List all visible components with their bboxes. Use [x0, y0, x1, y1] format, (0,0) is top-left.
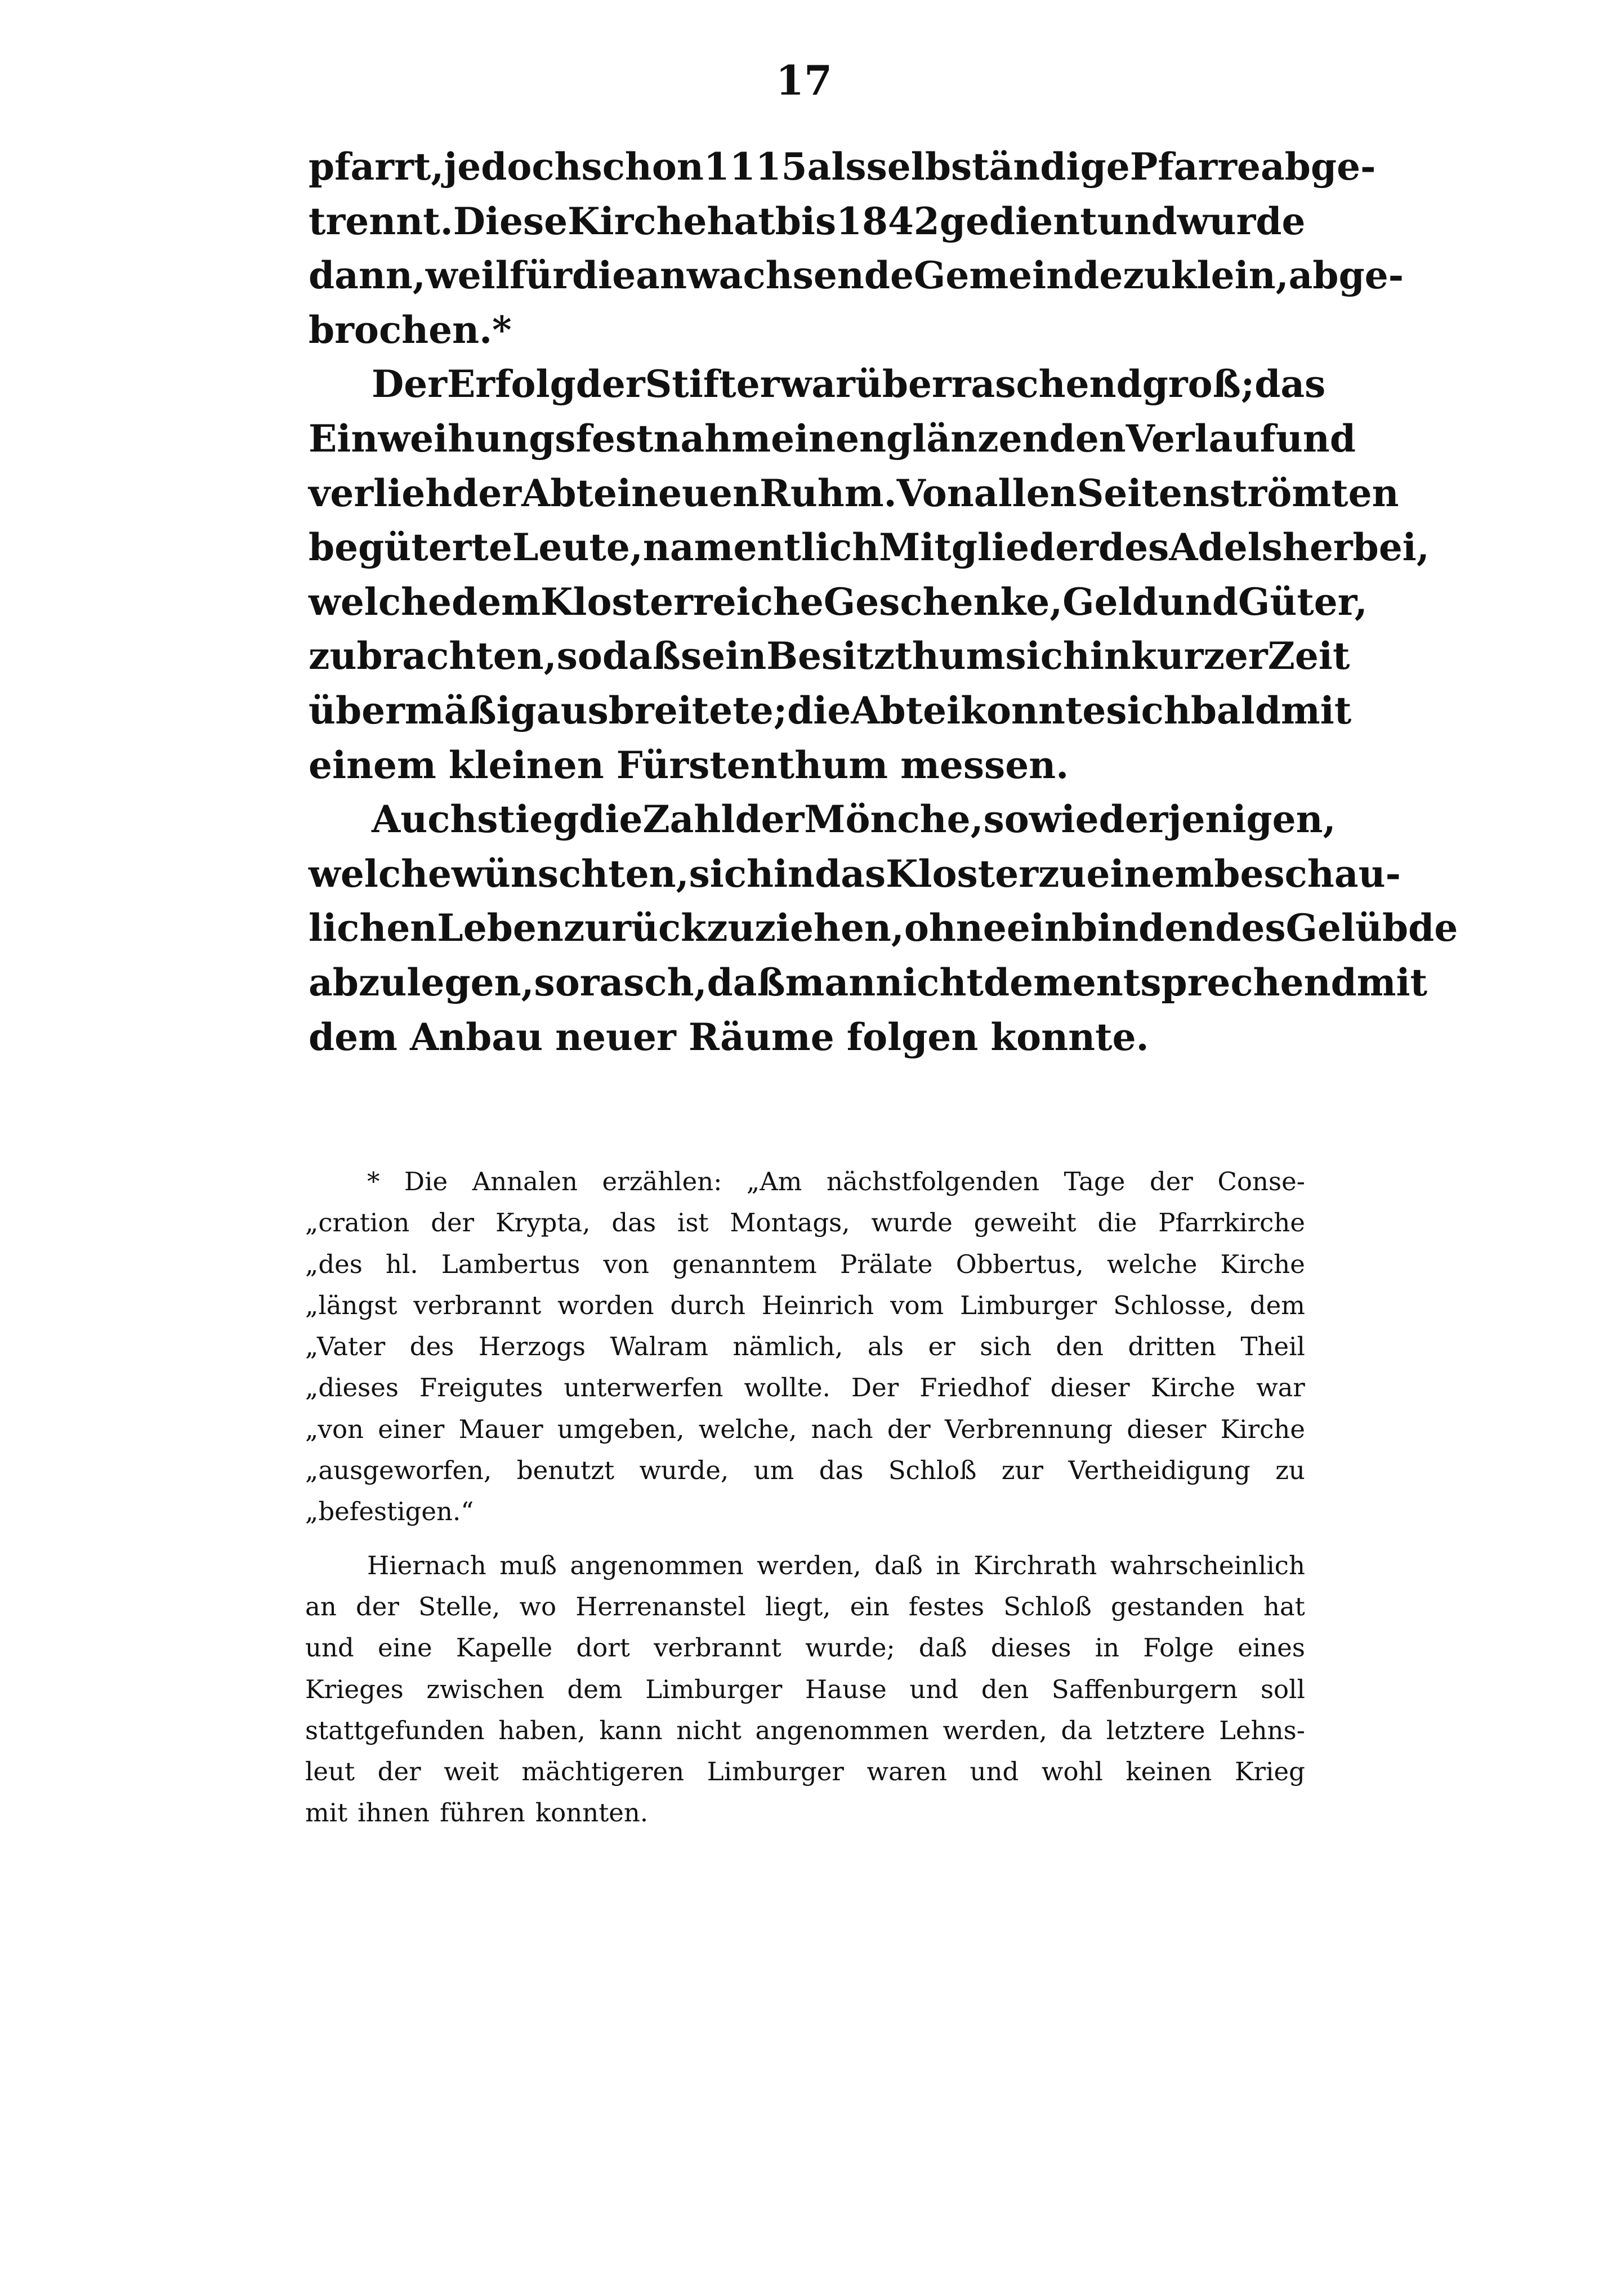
- word: in: [1095, 1633, 1120, 1663]
- word: Kirche: [568, 199, 707, 243]
- word: Friedhof: [919, 1373, 1030, 1403]
- word: Erfolg: [447, 362, 576, 407]
- word: brochen.*: [309, 307, 512, 352]
- word: so: [534, 960, 580, 1004]
- word: sich: [1005, 634, 1090, 678]
- text-line: [309, 629, 1350, 684]
- word: Obbertus,: [955, 1249, 1084, 1279]
- word: abge-: [1261, 145, 1376, 189]
- word: angenommen: [755, 1715, 929, 1745]
- word: Limburger: [645, 1674, 783, 1704]
- word: den: [981, 1674, 1029, 1704]
- word: Montags,: [730, 1208, 850, 1238]
- word: festes: [908, 1591, 985, 1622]
- footnote-line: [305, 1710, 1305, 1751]
- word: für: [509, 253, 572, 298]
- word: des: [1098, 525, 1169, 570]
- word: ohne: [904, 906, 1007, 950]
- word: Schloß: [888, 1455, 977, 1486]
- word: Kirchrath: [973, 1550, 1097, 1580]
- word: sich: [1106, 688, 1191, 732]
- word: Heinrich: [761, 1290, 874, 1320]
- word: mächtigeren: [521, 1757, 685, 1787]
- word: kleinen: [448, 743, 604, 787]
- word: Räume: [688, 1015, 834, 1059]
- word: wurde,: [639, 1455, 729, 1486]
- word: soll: [1260, 1674, 1305, 1704]
- word: dritten: [1128, 1332, 1216, 1362]
- word: nach: [811, 1414, 873, 1444]
- word: der: [452, 471, 522, 515]
- word: daß: [874, 1550, 923, 1580]
- word: Der: [372, 362, 447, 407]
- word: Güter,: [1238, 579, 1368, 624]
- word: „Am: [746, 1167, 802, 1196]
- word: Der: [851, 1373, 899, 1403]
- word: zubrachten,: [309, 634, 557, 678]
- word: in: [774, 851, 815, 896]
- word: Stifter: [645, 362, 780, 407]
- text-line: [309, 847, 1401, 901]
- word: als: [867, 1332, 904, 1362]
- text-line: [309, 194, 1305, 249]
- word: leut: [305, 1757, 355, 1787]
- footnote-line: [305, 1627, 1305, 1668]
- word: führen: [440, 1798, 525, 1828]
- text-line: [309, 738, 1305, 793]
- word: lichen: [309, 906, 437, 950]
- word: dieser: [1050, 1373, 1130, 1403]
- word: das: [815, 851, 886, 896]
- word: um: [753, 1455, 794, 1486]
- word: liegt,: [765, 1591, 831, 1622]
- word: welche,: [698, 1414, 797, 1444]
- word: der: [377, 1757, 421, 1787]
- footnote-line: [305, 1792, 1305, 1833]
- word: Lehns-: [1219, 1715, 1305, 1745]
- word: nächstfolgenden: [826, 1167, 1040, 1196]
- word: Pfarrkirche: [1158, 1208, 1305, 1238]
- word: das: [819, 1455, 864, 1486]
- word: gedient: [939, 199, 1097, 243]
- word: Mauer: [458, 1414, 543, 1444]
- word: „ausgeworfen,: [305, 1455, 492, 1486]
- word: daß: [602, 634, 681, 678]
- word: daß: [707, 960, 785, 1004]
- word: zu: [1275, 1455, 1305, 1486]
- word: kurzer: [1131, 634, 1268, 678]
- word: wurde: [1177, 199, 1306, 243]
- word: „des: [305, 1249, 363, 1279]
- word: und: [305, 1633, 354, 1663]
- word: dem: [567, 1674, 623, 1704]
- word: weil: [425, 253, 510, 298]
- word: bis: [775, 199, 837, 243]
- word: eine: [378, 1633, 432, 1663]
- word: nahm: [653, 416, 771, 461]
- text-line: [309, 792, 1336, 847]
- word: geweiht: [973, 1208, 1077, 1238]
- word: weit: [444, 1757, 499, 1787]
- word: werden,: [757, 1550, 861, 1580]
- word: angenommen: [570, 1550, 744, 1580]
- word: *: [367, 1167, 380, 1196]
- word: allen: [973, 471, 1077, 515]
- word: Krieg: [1234, 1757, 1305, 1787]
- word: Walram: [610, 1332, 709, 1362]
- word: und: [1275, 416, 1356, 461]
- word: Folge: [1143, 1633, 1214, 1663]
- word: dem: [452, 579, 541, 624]
- word: sich: [980, 1332, 1032, 1362]
- word: Zeit: [1267, 634, 1350, 678]
- word: „von: [305, 1414, 364, 1444]
- word: „längst: [305, 1290, 397, 1320]
- word: verbrannt: [413, 1290, 542, 1320]
- word: Von: [896, 471, 974, 515]
- word: groß;: [1142, 362, 1255, 407]
- word: einem: [1086, 851, 1214, 896]
- word: anwachsende: [636, 253, 914, 298]
- word: Schlosse,: [1113, 1290, 1234, 1320]
- word: wurde: [871, 1208, 953, 1238]
- word: Limburger: [960, 1290, 1097, 1320]
- footnote-line: [305, 1409, 1305, 1450]
- word: namentlich: [642, 525, 879, 570]
- word: mit: [305, 1798, 348, 1828]
- word: kann: [599, 1715, 663, 1745]
- footnote-line: [305, 1202, 1305, 1243]
- word: wo: [519, 1591, 557, 1622]
- word: abzulegen,: [309, 960, 534, 1004]
- word: „dieses: [305, 1373, 399, 1403]
- word: erzählen:: [602, 1167, 722, 1196]
- word: haben,: [498, 1715, 586, 1745]
- word: strömten: [1209, 471, 1399, 515]
- word: von: [603, 1249, 650, 1279]
- word: jedoch: [444, 145, 582, 189]
- footnote-line: [305, 1450, 1305, 1491]
- word: ein: [850, 1591, 890, 1622]
- word: Limburger: [707, 1757, 844, 1787]
- word: dieses: [990, 1633, 1071, 1663]
- footnote-line: [305, 1586, 1305, 1627]
- word: beschau-: [1214, 851, 1401, 896]
- footnote-line: [305, 1244, 1305, 1285]
- word: Hause: [805, 1674, 887, 1704]
- word: Fürstenthum: [616, 743, 888, 787]
- word: zu: [1123, 253, 1171, 298]
- footnote-line: [305, 1285, 1305, 1326]
- word: Tage: [1064, 1167, 1125, 1196]
- word: gestanden: [1110, 1591, 1244, 1622]
- word: Auch: [372, 797, 477, 842]
- word: dementsprechend: [983, 960, 1357, 1004]
- word: neuen: [631, 471, 760, 515]
- word: Schloß: [1003, 1591, 1092, 1622]
- word: Verbrennung: [944, 1414, 1113, 1444]
- word: werden,: [943, 1715, 1047, 1745]
- word: Kapelle: [455, 1633, 553, 1663]
- word: Diese: [453, 199, 568, 243]
- word: Herrenanstel: [575, 1591, 746, 1622]
- word: der: [1150, 1167, 1193, 1196]
- word: dort: [576, 1633, 630, 1663]
- word: Leute,: [512, 525, 643, 570]
- word: und: [1158, 579, 1238, 624]
- word: der: [575, 362, 645, 407]
- word: einer: [378, 1414, 445, 1444]
- word: Gemeinde: [913, 253, 1123, 298]
- word: bindendes: [1071, 906, 1286, 950]
- word: zurückzuziehen,: [563, 906, 904, 950]
- word: nicht: [676, 1715, 742, 1745]
- text-line: [309, 520, 1430, 575]
- word: unterwerfen: [564, 1373, 723, 1403]
- word: wünschten,: [452, 851, 689, 896]
- text-line: [309, 1010, 1305, 1065]
- word: der: [887, 1414, 931, 1444]
- word: zur: [1001, 1455, 1043, 1486]
- word: der: [355, 1591, 399, 1622]
- word: hat: [1263, 1591, 1305, 1622]
- text-line: [309, 466, 1399, 521]
- word: welche: [309, 579, 452, 624]
- word: worden: [557, 1290, 654, 1320]
- word: messen.: [900, 743, 1069, 787]
- word: in: [936, 1550, 961, 1580]
- word: Herzogs: [478, 1332, 586, 1362]
- word: Krypta,: [495, 1208, 591, 1238]
- text-line: [309, 684, 1352, 738]
- main-text: [309, 140, 1458, 1064]
- word: wahrscheinlich: [1110, 1550, 1305, 1580]
- word: zu: [1038, 851, 1087, 896]
- word: neuer: [555, 1015, 676, 1059]
- word: war: [779, 362, 855, 407]
- word: Geschenke,: [823, 579, 1063, 624]
- word: umgeben,: [557, 1414, 685, 1444]
- word: sowie: [983, 797, 1099, 842]
- word: Krieges: [305, 1674, 404, 1704]
- word: dann,: [309, 253, 426, 298]
- word: das: [611, 1208, 656, 1238]
- text-line: [309, 248, 1404, 303]
- footnote-line: [305, 1161, 1305, 1202]
- word: ihnen: [358, 1798, 430, 1828]
- word: so: [556, 634, 602, 678]
- word: nicht: [876, 960, 984, 1004]
- word: 1115: [703, 145, 807, 189]
- word: Kirche: [1220, 1414, 1305, 1444]
- text-line: [309, 303, 1305, 358]
- word: wohl: [1041, 1757, 1103, 1787]
- word: pfarrt,: [309, 145, 444, 189]
- text-line: [309, 357, 1326, 412]
- word: Annalen: [472, 1167, 578, 1196]
- word: einen: [771, 416, 887, 461]
- word: die: [579, 797, 643, 842]
- word: Kloster: [541, 579, 693, 624]
- word: „cration: [305, 1208, 410, 1238]
- word: Freigutes: [419, 1373, 543, 1403]
- word: daß: [918, 1633, 967, 1663]
- word: verlieh: [309, 471, 453, 515]
- word: ist: [677, 1208, 709, 1238]
- text-line: [309, 901, 1458, 955]
- word: Hiernach: [367, 1550, 486, 1580]
- word: verbrannt: [654, 1633, 781, 1663]
- word: Vertheidigung: [1068, 1455, 1250, 1486]
- word: ausbreitete;: [536, 688, 788, 732]
- word: stattgefunden: [305, 1715, 485, 1745]
- word: als: [807, 145, 866, 189]
- word: 1842: [836, 199, 940, 243]
- word: Zahl: [642, 797, 735, 842]
- word: Abtei: [851, 688, 961, 732]
- word: Kloster: [886, 851, 1039, 896]
- word: sich: [689, 851, 774, 896]
- word: folgen: [846, 1015, 979, 1059]
- word: mit: [1356, 960, 1428, 1004]
- word: die: [571, 253, 636, 298]
- text-line: [309, 140, 1376, 194]
- word: „befestigen.“: [305, 1497, 474, 1527]
- word: Adels: [1169, 525, 1283, 570]
- word: man: [785, 960, 876, 1004]
- word: welche: [309, 851, 452, 896]
- word: Kirche: [1150, 1373, 1236, 1403]
- word: nämlich,: [732, 1332, 843, 1362]
- word: konnte: [961, 688, 1106, 732]
- word: benutzt: [516, 1455, 615, 1486]
- word: letztere: [1106, 1715, 1205, 1745]
- word: ein: [1006, 906, 1071, 950]
- word: welche: [1107, 1249, 1198, 1279]
- word: herbei,: [1282, 525, 1430, 570]
- word: vom: [890, 1290, 944, 1320]
- word: des: [409, 1332, 454, 1362]
- word: wurde;: [805, 1633, 895, 1663]
- footnote-line: [305, 1545, 1305, 1586]
- word: Kirche: [1220, 1249, 1305, 1279]
- word: „Vater: [305, 1332, 386, 1362]
- word: Geld: [1062, 579, 1158, 624]
- word: waren: [866, 1757, 947, 1787]
- word: war: [1256, 1373, 1305, 1403]
- word: selbständige: [866, 145, 1130, 189]
- text-line: [309, 955, 1428, 1010]
- word: Gelübde: [1285, 906, 1458, 950]
- word: hl.: [386, 1249, 418, 1279]
- word: abge-: [1288, 253, 1404, 298]
- word: dieser: [1127, 1414, 1207, 1444]
- word: Stelle,: [418, 1591, 501, 1622]
- word: wollte.: [744, 1373, 830, 1403]
- footnote-line: [305, 1669, 1305, 1710]
- word: der: [431, 1208, 475, 1238]
- word: Einweihungsfest: [309, 416, 654, 461]
- word: die: [1097, 1208, 1137, 1238]
- page-number: 17: [775, 56, 833, 104]
- word: Mitglieder: [879, 525, 1099, 570]
- word: mit: [1280, 688, 1352, 732]
- word: in: [1089, 634, 1131, 678]
- word: Die: [404, 1167, 448, 1196]
- text-line: [309, 412, 1356, 466]
- word: begüterte: [309, 525, 513, 570]
- word: eines: [1238, 1633, 1305, 1663]
- word: konnten.: [535, 1798, 649, 1828]
- word: das: [1254, 362, 1326, 407]
- word: bald: [1190, 688, 1281, 732]
- word: stieg: [477, 797, 579, 842]
- word: und: [970, 1757, 1019, 1787]
- footnote-line: [305, 1367, 1305, 1408]
- word: er: [928, 1332, 955, 1362]
- word: glänzenden: [886, 416, 1126, 461]
- word: Leben: [437, 906, 564, 950]
- word: derjenigen,: [1098, 797, 1336, 842]
- word: den: [1056, 1332, 1104, 1362]
- word: schon: [581, 145, 704, 189]
- word: dem: [1249, 1290, 1305, 1320]
- word: da: [1061, 1715, 1093, 1745]
- word: genanntem: [672, 1249, 817, 1279]
- word: Saffenburgern: [1051, 1674, 1238, 1704]
- word: Seiten: [1077, 471, 1209, 515]
- word: rasch,: [579, 960, 707, 1004]
- word: und: [909, 1674, 959, 1704]
- word: Pfarre: [1129, 145, 1261, 189]
- word: Conse-: [1217, 1167, 1305, 1196]
- footnote-block: [305, 1161, 1305, 1834]
- word: Prälate: [840, 1249, 933, 1279]
- word: Anbau: [409, 1015, 543, 1059]
- word: durch: [670, 1290, 745, 1320]
- word: keinen: [1125, 1757, 1212, 1787]
- word: übermäßig: [309, 688, 537, 732]
- word: an: [305, 1591, 337, 1622]
- word: Ruhm.: [760, 471, 897, 515]
- word: Lambertus: [441, 1249, 580, 1279]
- word: Mönche,: [804, 797, 984, 842]
- word: Abtei: [521, 471, 632, 515]
- word: einem: [309, 743, 436, 787]
- word: Theil: [1240, 1332, 1305, 1362]
- word: trennt.: [309, 199, 453, 243]
- text-line: [309, 575, 1368, 629]
- word: hat: [707, 199, 775, 243]
- word: der: [735, 797, 805, 842]
- word: zwischen: [426, 1674, 544, 1704]
- word: Verlauf: [1125, 416, 1276, 461]
- footnote-line: [305, 1751, 1305, 1792]
- word: dem: [309, 1015, 397, 1059]
- word: muß: [499, 1550, 557, 1580]
- word: überraschend: [855, 362, 1142, 407]
- word: und: [1097, 199, 1177, 243]
- word: Besitzthum: [766, 634, 1006, 678]
- word: die: [787, 688, 851, 732]
- word: sein: [681, 634, 767, 678]
- footnote-line: [305, 1326, 1305, 1367]
- word: konnte.: [990, 1015, 1149, 1059]
- word: klein,: [1171, 253, 1289, 298]
- word: reiche: [693, 579, 824, 624]
- footnote-line: [305, 1491, 1305, 1532]
